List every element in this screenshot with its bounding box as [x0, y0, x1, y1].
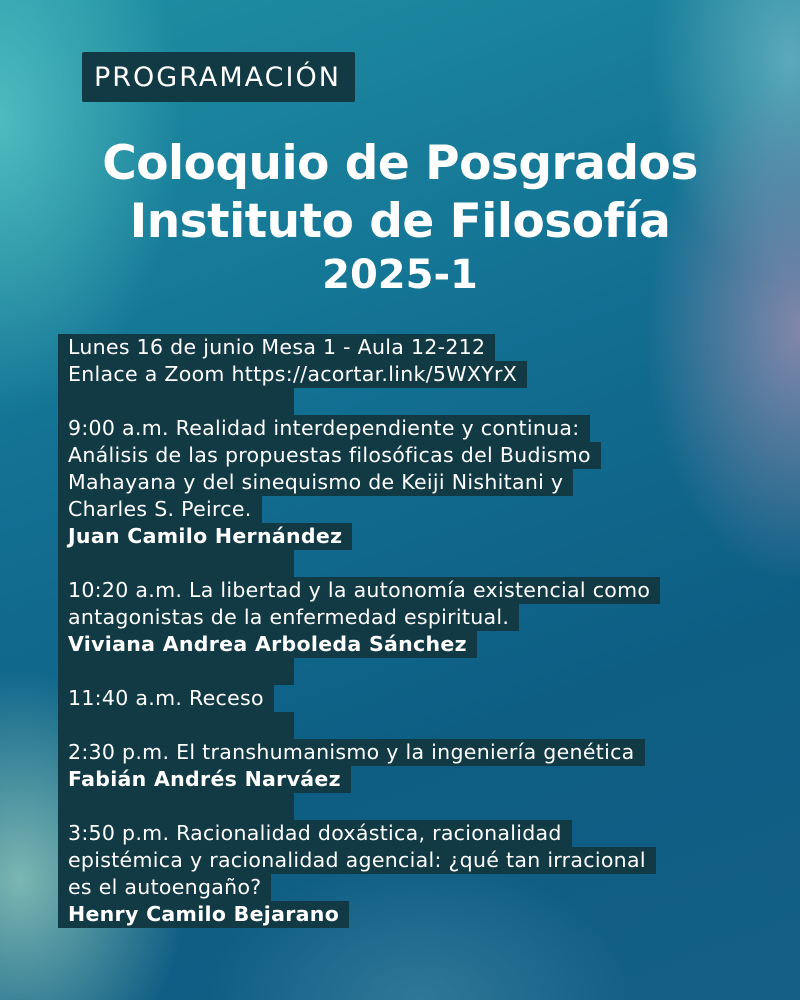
date-line: Lunes 16 de junio Mesa 1 - Aula 12-212 [58, 334, 495, 361]
speaker-name: Henry Camilo Bejarano [58, 901, 349, 928]
session-break [58, 685, 758, 712]
session-line: 3:50 p.m. Racionalidad doxástica, racionalidad [58, 820, 572, 847]
session-3 [58, 739, 758, 793]
session-1 [58, 415, 758, 550]
session-line: Charles S. Peirce. [58, 496, 262, 523]
spacer [58, 658, 294, 685]
session-line: Análisis de las propuestas filosóficas del Budismo [58, 442, 601, 469]
spacer [58, 550, 294, 577]
break-line: 11:40 a.m. Receso [58, 685, 274, 712]
schedule-block [58, 334, 758, 928]
zoom-link[interactable]: Enlace a Zoom https://acortar.link/5WXYrX [58, 361, 527, 388]
speaker-name: Fabián Andrés Narváez [58, 766, 351, 793]
title-line-1: Coloquio de Posgrados [102, 136, 698, 191]
spacer [58, 712, 294, 739]
session-line: Mahayana y del sinequismo de Keiji Nishitani y [58, 469, 573, 496]
session-line: 2:30 p.m. El transhumanismo y la ingeniería genética [58, 739, 645, 766]
session-2 [58, 577, 758, 658]
session-line: epistémica y racionalidad agencial: ¿qué tan irracional [58, 847, 656, 874]
session-line: antagonistas de la enfermedad espiritual. [58, 604, 519, 631]
session-line: es el autoengaño? [58, 874, 271, 901]
session-line: 10:20 a.m. La libertad y la autonomía existencial como [58, 577, 660, 604]
spacer [58, 388, 294, 415]
title-line-2: Instituto de Filosofía [129, 194, 671, 249]
speaker-name: Juan Camilo Hernández [58, 523, 352, 550]
session-line: 9:00 a.m. Realidad interdependiente y continua: [58, 415, 590, 442]
session-4 [58, 820, 758, 928]
programacion-badge: PROGRAMACIÓN [82, 52, 355, 102]
title-year: 2025-1 [322, 252, 478, 298]
spacer [58, 793, 294, 820]
speaker-name: Viviana Andrea Arboleda Sánchez [58, 631, 477, 658]
